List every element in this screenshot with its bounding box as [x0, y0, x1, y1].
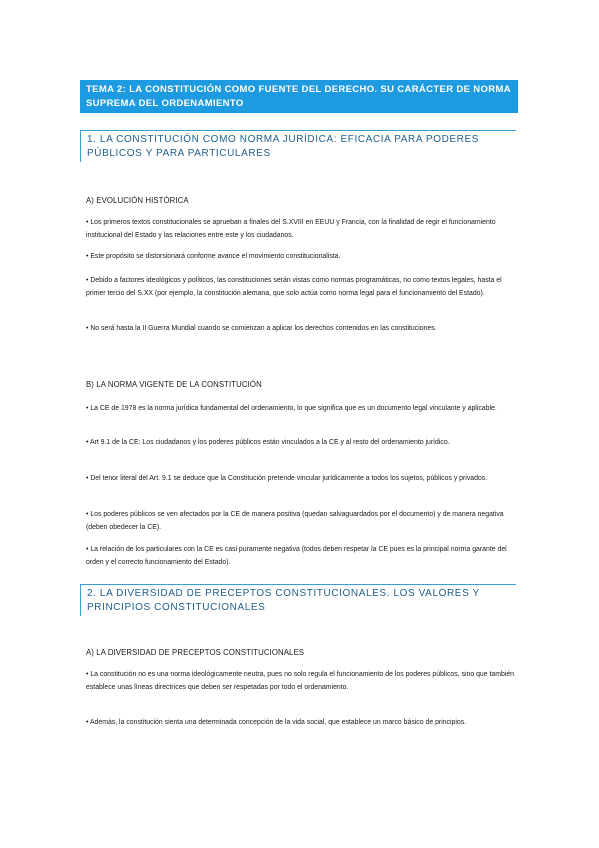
paragraph: • La relación de los particulares con la CE es casi puramente negativa (todos deben respetar la CE pues es la principal norma garante del orden y el correcto funcionamiento del Estado).: [86, 546, 507, 566]
subsection-1a-heading: A) EVOLUCIÓN HISTÓRICA: [86, 196, 189, 205]
section-1-heading: 1. LA CONSTITUCIÓN COMO NORMA JURÍDICA: EFICACIA PARA PODERES PÚBLICOS Y PARA PARTICULARES: [80, 130, 516, 162]
paragraph: • No será hasta la II Guerra Mundial cuando se comienzan a aplicar los derechos contenidos en las constituciones.: [86, 325, 437, 332]
section-2-heading: 2. LA DIVERSIDAD DE PRECEPTOS CONSTITUCIONALES. LOS VALORES Y PRINCIPIOS CONSTITUCIONALES: [80, 584, 516, 616]
paragraph: • Además, la constitución sienta una determinada concepción de la vida social, que establece un marco básico de principios.: [86, 719, 467, 726]
paragraph: • Debido a factores ideológicos y políticos, las constituciones serán vistas como normas programáticas, no como textos legales, hasta el primer tercio del S.XX (por ejemplo, la constitución alemana, que solo actúa como norma legal para el funcionamiento del Estado).: [86, 277, 502, 297]
document-title: TEMA 2: LA CONSTITUCIÓN COMO FUENTE DEL DERECHO. SU CARÁCTER DE NORMA SUPREMA DEL ORDENAMIENTO: [80, 80, 518, 113]
subsection-2a-heading: A) LA DIVERSIDAD DE PRECEPTOS CONSTITUCIONALES: [86, 648, 305, 657]
paragraph: • Art 9.1 de la CE: Los ciudadanos y los poderes públicos están vinculados a la CE y al resto del ordenamiento jurídico.: [86, 439, 450, 446]
paragraph: • La CE de 1978 es la norma jurídica fundamental del ordenamiento, lo que significa que es un documento legal vinculante y aplicable.: [86, 405, 497, 412]
subsection-1b-heading: B) LA NORMA VIGENTE DE LA CONSTITUCIÓN: [86, 380, 262, 389]
paragraph: • Del tenor literal del Art. 9.1 se deduce que la Constitución pretende vincular jurídicamente a todos los sujetos, públicos y privados.: [86, 475, 488, 482]
paragraph: • Este propósito se distorsionará conforme avance el movimiento constitucionalista.: [86, 253, 341, 260]
paragraph: • Los poderes públicos se ven afectados por la CE de manera positiva (quedan salvaguardados por el documento) y de manera negativa (deben obedecer la CE).: [86, 511, 504, 531]
paragraph: • Los primeros textos constitucionales se aprueban a finales del S.XVIII en EEUU y Francia, con la finalidad de regir el funcionamiento institucional del Estado y las relaciones entre este y los ciudadanos.: [86, 219, 496, 239]
paragraph: • La constitución no es una norma ideológicamente neutra, pues no solo regula el funcionamiento de los poderes públicos, sino que también establece unas líneas directrices que deben ser respetadas por todo el ordenamiento.: [86, 671, 514, 691]
